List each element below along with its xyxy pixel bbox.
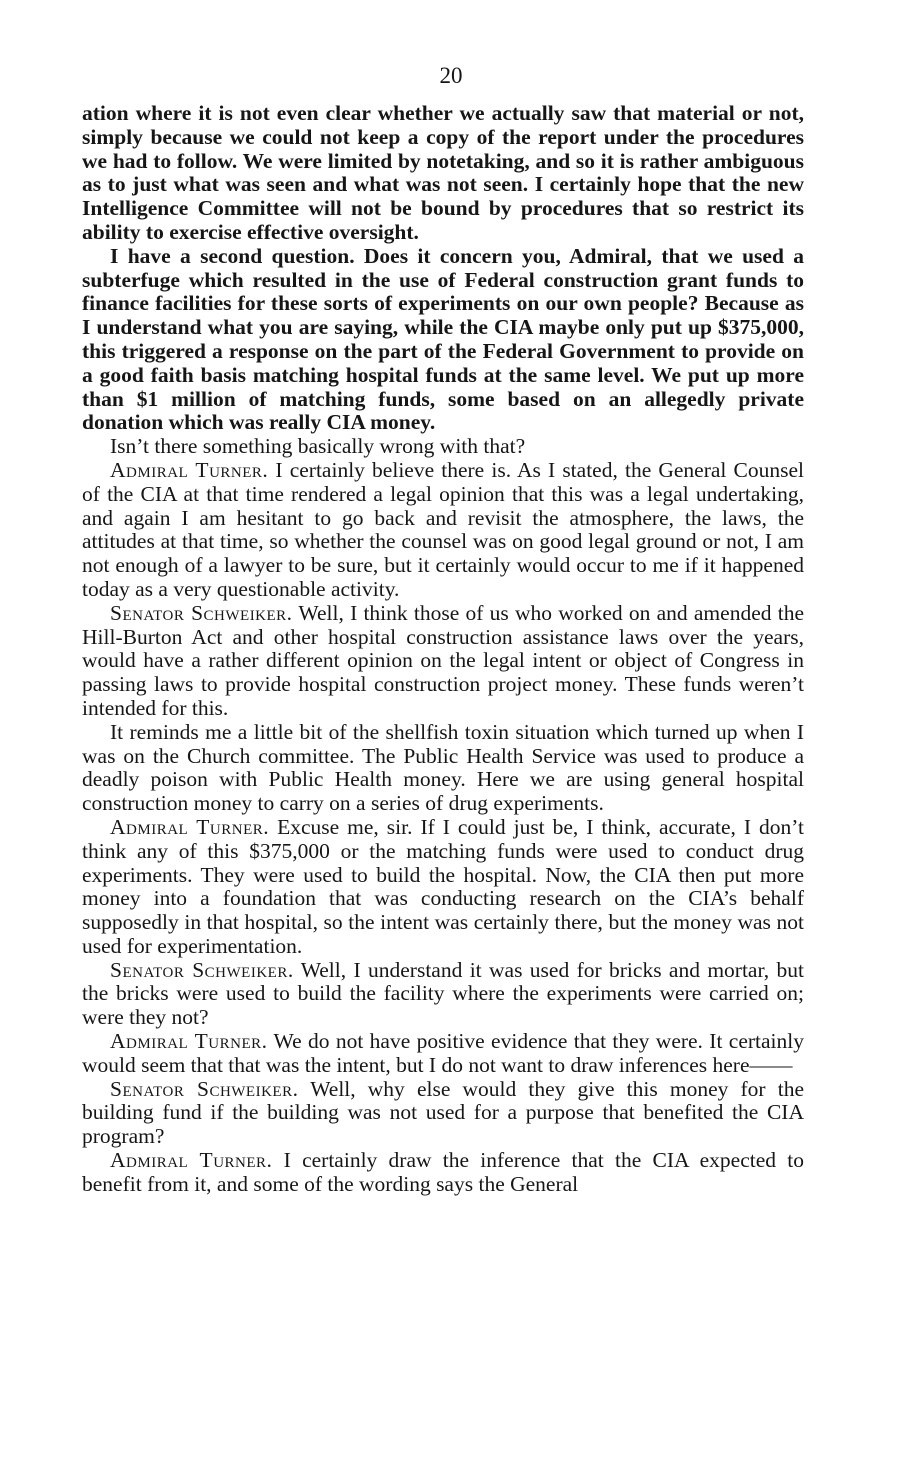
paragraph-8 — [82, 959, 804, 1030]
paragraph-text: ation where it is not even clear whether we actually saw that material or not, simply because we could not keep a copy of the report under the procedures we had to follow. We were limited by notetaking, and so it is rather ambiguous as to just what was seen and what was not seen. I certainly hope that the new Intelligence Committee will not be bound by procedures that so restrict its ability to exercise effective oversight. — [82, 101, 804, 244]
speaker-name: Senator Schweiker. — [110, 957, 294, 982]
paragraph-3 — [82, 435, 804, 459]
page-number: 20 — [439, 63, 463, 88]
speaker-name: Admiral Turner. — [110, 457, 269, 482]
paragraph-text: Well, why else would they give this money for the building fund if the building was not used for a purpose that benefited the CIA program? — [82, 1076, 804, 1149]
paragraph-text: I have a second question. Does it concern you, Admiral, that we used a subterfuge which resulted in the use of Federal construction grant funds to finance facilities for these sorts of experiments on our own people? Because as I understand what you are saying, while the CIA maybe only put up $375,000, this triggered a response on the part of the Federal Government to provide on a good faith basis matching hospital funds at the same level. We put up more than $1 million of matching funds, some based on an allegedly private donation which was really CIA money. — [82, 243, 804, 435]
paragraph-2 — [82, 245, 804, 435]
body-text — [82, 102, 804, 1197]
speaker-name: Admiral Turner. — [110, 1148, 273, 1173]
speaker-name: Admiral Turner. — [110, 814, 270, 839]
paragraph-text: Well, I think those of us who worked on and amended the Hill-Burton Act and other hospital construction assistance laws over the years, would have a rather different opinion on the legal intent or object of Congress in passing laws to provide hospital construction project money. These funds weren’t intended for this. — [82, 600, 804, 720]
paragraph-text: I certainly believe there is. As I stated, the General Counsel of the CIA at that time rendered a legal opinion that this was a legal undertaking, and again I am hesitant to go back and revisit the atmosphere, the laws, the attitudes at that time, so whether the counsel was on good legal ground or not, I am not enough of a lawyer to be sure, but it certainly would occur to me if it happened today as a very questionable activity. — [82, 457, 805, 601]
speaker-name: Senator Schweiker. — [110, 600, 293, 625]
paragraph-11 — [82, 1149, 804, 1197]
paragraph-text: I certainly draw the inference that the CIA expected to benefit from it, and some of the wording says the General — [82, 1148, 805, 1196]
paragraph-6 — [82, 721, 804, 816]
paragraph-7 — [82, 816, 804, 959]
paragraph-text: Well, I understand it was used for bricks and mortar, but the bricks were used to build the facility where the experiments were carried on; were they not? — [82, 957, 804, 1030]
paragraph-text: It reminds me a little bit of the shellfish toxin situation which turned up when I was on the Church committee. The Public Health Service was used to produce a deadly poison with Public Health money. Here we are using general hospital construction money to carry on a series of drug experiments. — [82, 719, 804, 816]
paragraph-text: We do not have positive evidence that they were. It certainly would seem that that was the intent, but I do not want to draw inferences here—— — [82, 1029, 804, 1077]
speaker-name: Admiral Turner. — [110, 1029, 268, 1054]
paragraph-text: Excuse me, sir. If I could just be, I think, accurate, I don’t think any of this $375,000 or the matching funds were used to conduct drug experiments. They were used to build the hospital. Now, the CIA then put more money into a foundation that was conducting research on the CIA’s behalf supposedly in that hospital, so the intent was certainly there, but the money was not used for experimentation. — [82, 814, 805, 958]
speaker-name: Senator Schweiker. — [110, 1076, 299, 1101]
paragraph-10 — [82, 1078, 804, 1149]
paragraph-9 — [82, 1030, 804, 1078]
paragraph-4 — [82, 459, 804, 602]
paragraph-5 — [82, 602, 804, 721]
paragraph-1 — [82, 102, 804, 245]
paragraph-text: Isn’t there something basically wrong with that? — [110, 434, 526, 459]
